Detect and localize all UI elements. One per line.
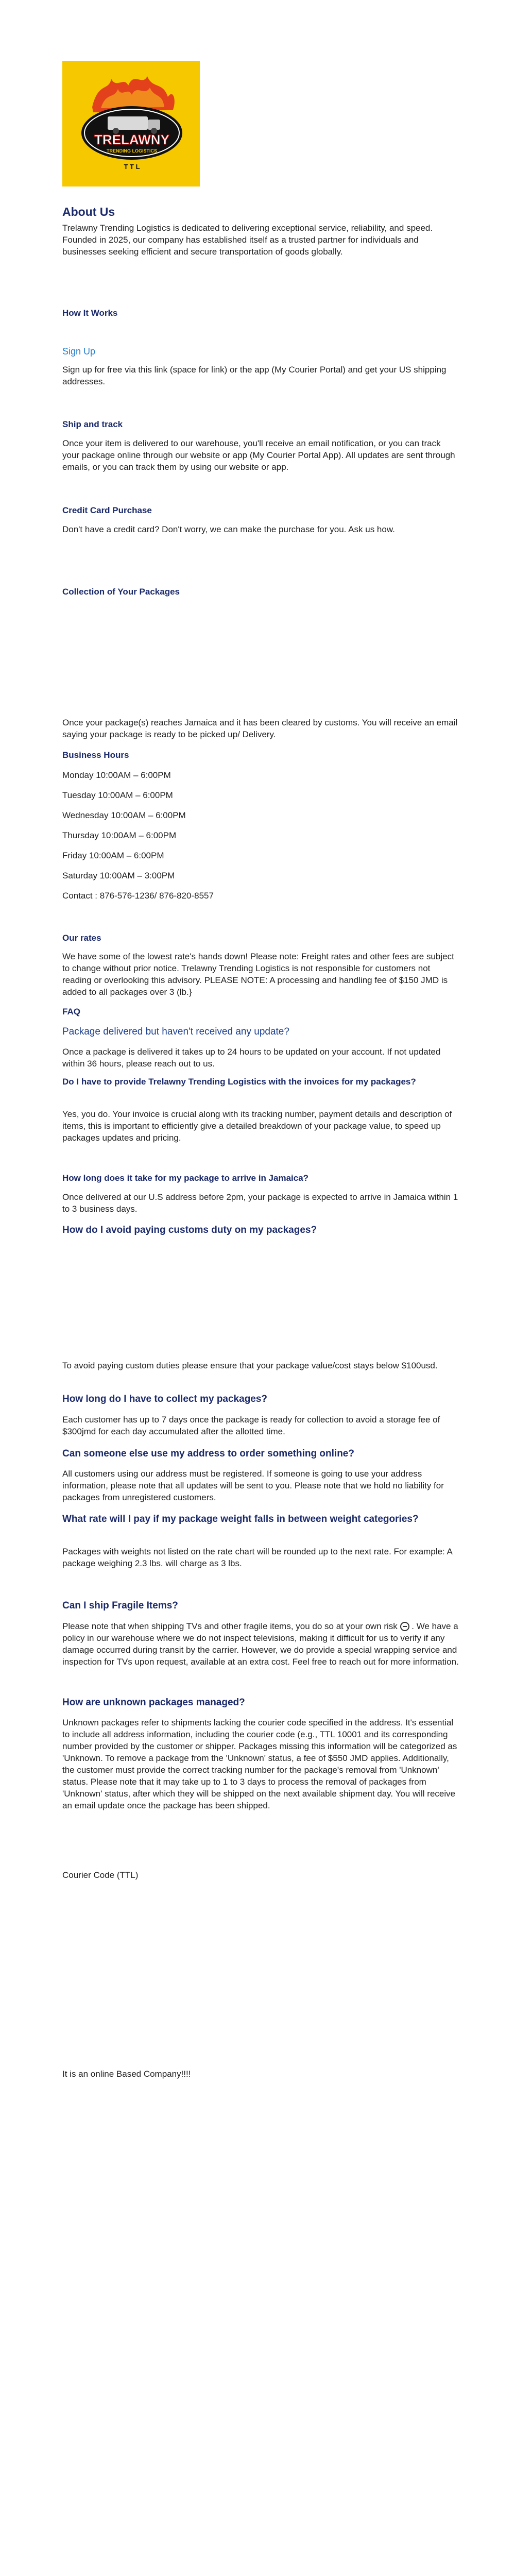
credit-card-text: Don't have a credit card? Don't worry, we can make the purchase for you. Ask us how. (62, 524, 395, 534)
about-title: About Us (62, 205, 115, 218)
hours-line: Tuesday 10:00AM – 6:00PM (62, 790, 173, 800)
faq-question-6: Can someone else use my address to order something online? (62, 1448, 354, 1459)
faq-answer-9: Unknown packages refer to shipments lacking the courier code specified in the address. It's essential to include all address information, including the courier code (e.g., TTL 10001 and its corresponding number provided by the customer or shipper. Packages missing this information will be categorized as 'Unknown. To remove a package from the 'Unknown' status, a fee of $550 JMD applies. Additionally, the customer must provide the correct tracking number for the package's removal from 'Unknown' status. Please note that it may take up to 1 to 3 days to process the removal of packages from 'Unknown' status, after which they will be shipped on the next available shipment day. You will receive an email update once the package has been shipped. (62, 1718, 457, 1810)
faq-answer-5: Each customer has up to 7 days once the package is ready for collection to avoid a storage fee of $300jmd for each day accumulated after the allotted time. (62, 1415, 440, 1436)
faq-answer-6: All customers using our address must be registered. If someone is going to use your address information, please note that all updates will be sent to you. Please note that we hold no liability for packages from unregistered customers. (62, 1469, 444, 1502)
faq-answer-7: Packages with weights not listed on the rate chart will be rounded up to the next rate. For example: A package weighing 2.3 lbs. will charge as 3 lbs. (62, 1547, 452, 1568)
collection-title: Collection of Your Packages (62, 587, 180, 597)
faq-question-9: How are unknown packages managed? (62, 1697, 245, 1708)
hours-line: Wednesday 10:00AM – 6:00PM (62, 810, 186, 820)
hours-line: Saturday 10:00AM – 3:00PM (62, 871, 175, 880)
sign-up-link[interactable]: Sign Up (62, 346, 96, 357)
business-hours-title: Business Hours (62, 750, 129, 760)
faq-answer-8 (62, 1621, 459, 1668)
faq-answer-1: Once a package is delivered it takes up to 24 hours to be updated on your account. If not updated within 36 hours, please reach out to us. (62, 1047, 441, 1069)
faq-question-2: Do I have to provide Trelawny Trending Logistics with the invoices for my packages? (62, 1077, 416, 1087)
faq-answer-4: To avoid paying custom duties please ensure that your package value/cost stays below $100usd. (62, 1361, 438, 1370)
faq-answer-8-part1: Please note that when shipping TVs and other fragile items, you do so at your own risk (62, 1621, 398, 1631)
faq-title: FAQ (62, 1007, 80, 1016)
company-logo (62, 61, 200, 187)
no-entry-icon (400, 1622, 409, 1631)
online-company-note: It is an online Based Company!!!! (62, 2069, 191, 2079)
faq-question-3: How long does it take for my package to arrive in Jamaica? (62, 1173, 309, 1183)
ship-track-title: Ship and track (62, 419, 123, 429)
collection-text: Once your package(s) reaches Jamaica and it has been cleared by customs. You will receive an email saying your package is ready to be picked up/ Delivery. (62, 718, 458, 739)
hours-line: Monday 10:00AM – 6:00PM (62, 770, 171, 780)
faq-answer-2: Yes, you do. Your invoice is crucial along with its tracking number, payment details and description of items, this is important to efficiently give a detailed breakdown of your package value, to speed up packages updates and pricing. (62, 1109, 452, 1143)
ship-track-text: Once your item is delivered to our warehouse, you'll receive an email notification, or you can track your package online through our website or app (My Courier Portal App). All updates are sent through emails, or you can track them by using our website or app. (62, 438, 455, 472)
faq-question-8: Can I ship Fragile Items? (62, 1600, 178, 1611)
credit-card-title: Credit Card Purchase (62, 505, 152, 515)
rates-title: Our rates (62, 933, 101, 943)
faq-question-4: How do I avoid paying customs duty on my packages? (62, 1225, 317, 1235)
rates-text: We have some of the lowest rate's hands down! Please note: Freight rates and other fees are subject to change without prior notice. Trelawny Trending Logistics is not responsible for customers not reading or overlooking this advisory. PLEASE NOTE: A processing and handling fee of $150 JMD is added to all packages over 3 (lb.} (62, 952, 454, 997)
faq-answer-3: Once delivered at our U.S address before 2pm, your package is expected to arrive in Jamaica within 1 to 3 business days. (62, 1192, 458, 1214)
sign-up-text: Sign up for free via this link (space for link) or the app (My Courier Portal) and get your US shipping addresses. (62, 365, 447, 386)
faq-question-5: How long do I have to collect my packages? (62, 1394, 268, 1404)
logo-brand-text: TRELAWNY (94, 132, 169, 147)
contact-line: Contact : 876-576-1236/ 876-820-8557 (62, 891, 214, 901)
logo-tagline: TRENDING LOGISTICS (106, 148, 158, 154)
courier-code-text: Courier Code (TTL) (62, 1870, 139, 1880)
how-it-works-title: How It Works (62, 308, 118, 318)
logo-initials: T T L (124, 163, 140, 171)
about-text: Trelawny Trending Logistics is dedicated to delivering exceptional service, reliability, and speed. Founded in 2025, our company has established itself as a trusted partner for individuals and businesses seeking efficient and secure transportation of goods globally. (62, 223, 433, 257)
faq-question-7: What rate will I pay if my package weight falls in between weight categories? (62, 1514, 419, 1524)
faq-question-1: Package delivered but haven't received any update? (62, 1026, 289, 1037)
faq-answer-8-part2: . We have a policy in our warehouse where we do not inspect televisions, making it difficult for us to verify if any damage occurred during transit by the carrier. However, we do provide a special wrapping service and inspection for TVs upon request, available at an extra cost. Feel free to reach out for more information. (62, 1621, 459, 1667)
hours-line: Friday 10:00AM – 6:00PM (62, 851, 164, 860)
logo-graphic (62, 61, 200, 187)
hours-line: Thursday 10:00AM – 6:00PM (62, 831, 177, 840)
